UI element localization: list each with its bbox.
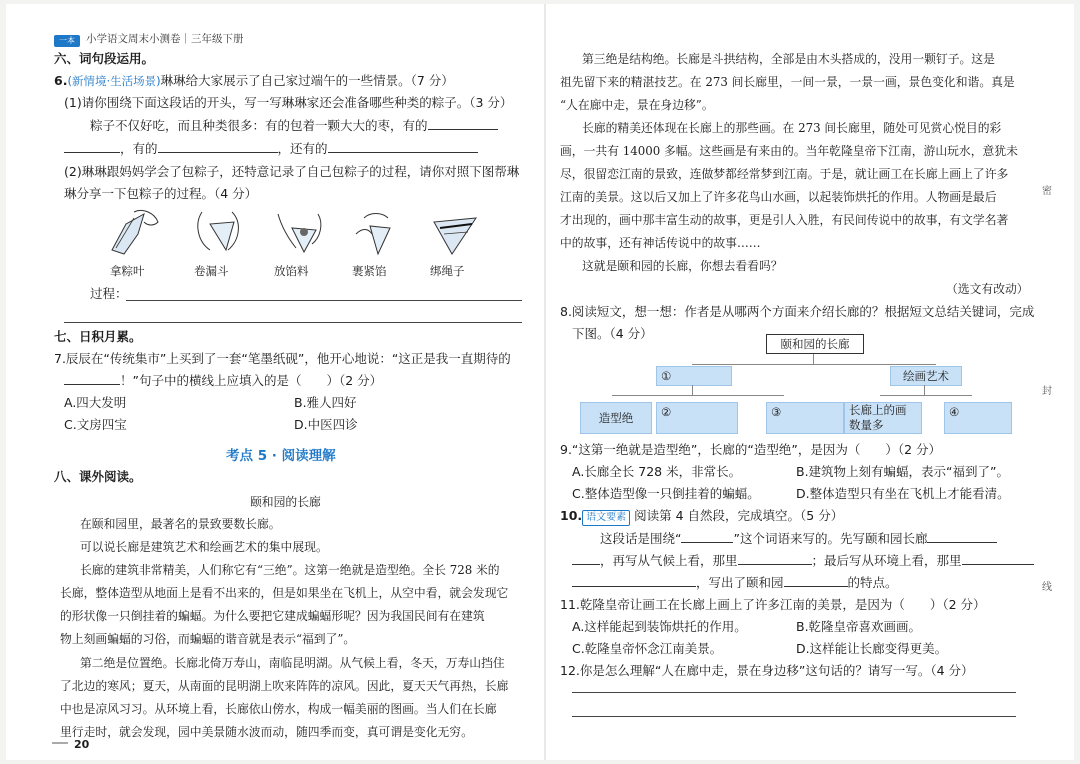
section-8-title: 八、课外阅读。 bbox=[54, 469, 142, 484]
passage-line: 了北边的寒风；夏天，从南面的昆明湖上吹来阵阵的凉风。因此，夏天天气再热，长廊 bbox=[60, 679, 509, 693]
passage-line: 长廊，整体造型从地面上是看不出来的，但是如果坐在飞机上，从空中看，就会发现它 bbox=[60, 586, 509, 600]
q6-part2-b: 琳分享一下包粽子的过程。（4 分） bbox=[64, 186, 258, 201]
answer-line[interactable] bbox=[64, 322, 522, 323]
answer-blank[interactable] bbox=[328, 138, 478, 153]
q6-part1-line1 bbox=[90, 115, 498, 137]
step-caption: 卷漏斗 bbox=[194, 264, 229, 278]
passage-line: 中的故事，还有神话传说中的故事…… bbox=[560, 236, 761, 250]
answer-blank[interactable] bbox=[158, 138, 278, 153]
page-number: 20 bbox=[74, 738, 90, 751]
answer-line[interactable] bbox=[572, 716, 1016, 717]
answer-blank[interactable] bbox=[681, 528, 733, 543]
answer-line[interactable] bbox=[126, 300, 522, 301]
passage-line: 这就是颐和园的长廊，你想去看看吗？ bbox=[582, 259, 783, 273]
tree-leaf[interactable]: ③ bbox=[766, 402, 844, 434]
q9-option[interactable]: C.整体造型像一只倒挂着的蝙蝠。 bbox=[572, 486, 760, 501]
tree-leaf[interactable]: ② bbox=[656, 402, 738, 434]
step-filling-illustration bbox=[268, 204, 330, 260]
q8-stem-a: 8.阅读短文，想一想：作者是从哪两个方面来介绍长廊的？根据短文总结关键词，完成 bbox=[560, 304, 1035, 319]
tree-leaf[interactable]: ④ bbox=[944, 402, 1012, 434]
step-funnel-illustration bbox=[188, 204, 250, 260]
step-caption: 裹紧馅 bbox=[352, 264, 387, 278]
q11-option[interactable]: D.这样能让长廊变得更美。 bbox=[796, 641, 948, 656]
tree-edge bbox=[692, 385, 693, 395]
q10-text: ，写出了颐和园 bbox=[696, 575, 784, 590]
header-title: 小学语文周末小测卷｜三年级下册 bbox=[86, 33, 244, 45]
passage-line: 可以说长廊是建筑艺术和绘画艺术的集中展现。 bbox=[80, 540, 328, 554]
step-tie-illustration bbox=[424, 204, 486, 260]
q9-stem: 9.“这第一绝就是造型绝”，长廊的“造型绝”，是因为（ ）（2 分） bbox=[560, 442, 942, 457]
tree-leaf-text: 长廊上的画 bbox=[849, 403, 907, 417]
q6-number: 6. bbox=[54, 73, 68, 88]
q11-option[interactable]: C.乾隆皇帝怀念江南美景。 bbox=[572, 641, 723, 656]
q7-option[interactable]: C.文房四宝 bbox=[64, 417, 127, 432]
q6-text: 琳琳给大家展示了自己家过端午的一些情景。（7 分） bbox=[160, 73, 454, 88]
page-arrow-icon bbox=[52, 742, 68, 744]
page-fold bbox=[544, 4, 546, 760]
answer-blank[interactable] bbox=[64, 138, 120, 153]
q10-line3 bbox=[572, 572, 898, 594]
passage-line: 第二绝是位置绝。长廊北倚万寿山，南临昆明湖。从气候上看，冬天，万寿山挡住 bbox=[80, 656, 505, 670]
kaodian-title: 考点 5 · 阅读理解 bbox=[226, 448, 336, 464]
tree-edge bbox=[692, 364, 936, 365]
passage-line: 长廊的建筑非常精美，人们称它有“三绝”。这第一绝就是造型绝。全长 728 米的 bbox=[80, 563, 500, 577]
q11-option[interactable]: A.这样能起到装饰烘托的作用。 bbox=[572, 619, 747, 634]
passage-line: 才出现的，画中那丰富生动的故事，更是引人入胜，有民间传说中的故事，有文学名著 bbox=[560, 213, 1009, 227]
source-note: （选文有改动） bbox=[946, 282, 1029, 296]
passage-line: 长廊的精美还体现在长廊上的那些画。在 273 间长廊里，随处可见赏心悦目的彩 bbox=[582, 121, 1002, 135]
passage-line: 祖先留下来的精湛技艺。在 273 间长廊里，一间一景，一景一画，景色变化和谐。真是 bbox=[560, 75, 1015, 89]
passage-title: 颐和园的长廊 bbox=[250, 495, 321, 509]
passage-line: 江南的美景。这以后又加上了许多花鸟山水画，以起装饰烘托的作用。人物画是最后 bbox=[560, 190, 997, 204]
q7-stem-text: ！”句子中的横线上应填入的是（ ）（2 分） bbox=[120, 373, 383, 388]
q6-part1-text-a: 粽子不仅好吃，而且种类很多：有的包着一颗大大的枣，有的 bbox=[90, 118, 428, 133]
tree-leaf-text: 数量多 bbox=[849, 418, 884, 432]
passage-line: 尽，很留恋江南的景致，连做梦都经常梦到江南。于是，就让画工在长廊上画上了许多 bbox=[560, 167, 1009, 181]
q10-text: ”这个词语来写的。先写颐和园长廊 bbox=[733, 531, 928, 546]
q6-tag: (新情境·生活场景) bbox=[67, 74, 161, 88]
q7-option[interactable]: A.四大发明 bbox=[64, 395, 127, 410]
q10-text: 阅读第 4 自然段，完成填空。（5 分） bbox=[634, 508, 844, 523]
tree-edge bbox=[612, 395, 784, 396]
exam-sheet bbox=[6, 4, 1074, 760]
q7-option[interactable]: B.雅人四好 bbox=[294, 395, 357, 410]
q6-part1-text-c: ，还有的 bbox=[277, 141, 328, 156]
q10-line1 bbox=[600, 528, 997, 550]
q7-stem-a: 7.辰辰在“传统集市”上买到了一套“笔墨纸砚”，他开心地说：“这正是我一直期待的 bbox=[54, 351, 511, 366]
seal-mark: 封 bbox=[1042, 386, 1052, 397]
q10-number: 10. bbox=[560, 508, 583, 523]
q6-part1-text-b: ，有的 bbox=[120, 141, 158, 156]
q6-part1: (1)请你围绕下面这段话的开头，写一写琳琳家还会准备哪些种类的粽子。（3 分） bbox=[64, 95, 513, 110]
q10-text: 这段话是围绕“ bbox=[600, 531, 682, 546]
answer-blank[interactable] bbox=[927, 528, 997, 543]
q10-text: 的特点。 bbox=[847, 575, 898, 590]
q9-option[interactable]: D.整体造型只有坐在飞机上才能看清。 bbox=[796, 486, 1010, 501]
q7-option[interactable]: D.中医四诊 bbox=[294, 417, 358, 432]
step-caption: 放馅料 bbox=[274, 264, 309, 278]
step-caption: 拿粽叶 bbox=[110, 264, 145, 278]
tree-leaf bbox=[844, 402, 922, 434]
answer-blank[interactable] bbox=[64, 370, 120, 385]
tree-edge bbox=[813, 354, 814, 364]
tree-edge bbox=[924, 385, 925, 395]
tree-node-1[interactable]: ① bbox=[656, 366, 732, 386]
step-leaf-illustration bbox=[104, 204, 166, 260]
answer-blank[interactable] bbox=[572, 572, 696, 587]
passage-line: 画，一共有 14000 多幅。这些画是有来由的。当年乾隆皇帝下江南，游山玩水，意犹未 bbox=[560, 144, 1018, 158]
passage-line: 中也是凉风习习。从环境上看，长廊依山傍水，构成一幅美丽的图画。当人们在长廊 bbox=[60, 702, 497, 716]
q10-stem bbox=[560, 505, 843, 527]
passage-line: 里行走时，就会发现，园中美景随水波而动，随四季而变，真可谓是变化无穷。 bbox=[60, 725, 473, 739]
q9-option[interactable]: B.建筑物上刻有蝙蝠，表示“福到了”。 bbox=[796, 464, 1010, 479]
answer-blank[interactable] bbox=[428, 115, 498, 130]
tree-edge bbox=[880, 395, 972, 396]
answer-blank[interactable] bbox=[738, 550, 812, 565]
q6-part1-line2 bbox=[64, 138, 478, 160]
process-label: 过程： bbox=[90, 286, 128, 301]
tree-root: 颐和园的长廊 bbox=[766, 334, 864, 354]
passage-line: 的形状像一只倒挂着的蝙蝠。为什么要把它建成蝙蝠形呢？因为我国民间有在建筑 bbox=[60, 609, 485, 623]
q10-text: ，再写从气候上看，那里 bbox=[600, 553, 738, 568]
section-6-title: 六、词句段运用。 bbox=[54, 51, 155, 66]
q7-stem-b bbox=[64, 370, 382, 392]
answer-blank[interactable] bbox=[962, 550, 1034, 565]
q11-option[interactable]: B.乾隆皇帝喜欢画画。 bbox=[796, 619, 922, 634]
q10-text: ；最后写从环境上看，那里 bbox=[811, 553, 962, 568]
tree-node-2: 绘画艺术 bbox=[890, 366, 962, 386]
q10-line2 bbox=[572, 550, 1034, 572]
passage-line: 物上刻画蝙蝠的习俗，而蝙蝠的谐音就是表示“福到了”。 bbox=[60, 632, 356, 646]
q11-stem: 11.乾隆皇帝让画工在长廊上画上了许多江南的美景，是因为（ ）（2 分） bbox=[560, 597, 986, 612]
answer-blank[interactable] bbox=[784, 572, 848, 587]
tree-leaf: 造型绝 bbox=[580, 402, 652, 434]
step-caption: 绑绳子 bbox=[430, 264, 465, 278]
seal-mark: 线 bbox=[1042, 582, 1052, 593]
q8-stem-b: 下图。（4 分） bbox=[572, 326, 653, 341]
q10-tag: 语文要素 bbox=[582, 510, 630, 526]
passage-line: “人在廊中走，景在身边移”。 bbox=[560, 98, 714, 112]
step-wrap-illustration bbox=[348, 204, 410, 260]
q6-part2-a: (2)琳琳跟妈妈学会了包粽子，还特意记录了自己包粽子的过程，请你对照下图帮琳 bbox=[64, 164, 520, 179]
brand-logo: 一本 bbox=[54, 35, 80, 47]
answer-line[interactable] bbox=[572, 692, 1016, 693]
passage-line: 在颐和园里，最著名的景致要数长廊。 bbox=[80, 517, 281, 531]
q9-option[interactable]: A.长廊全长 728 米，非常长。 bbox=[572, 464, 742, 479]
q6-stem bbox=[54, 70, 454, 92]
passage-line: 第三绝是结构绝。长廊是斗拱结构，全部是由木头搭成的，没用一颗钉子。这是 bbox=[582, 52, 995, 66]
answer-blank[interactable] bbox=[572, 550, 600, 565]
q12-stem: 12.你是怎么理解“人在廊中走，景在身边移”这句话的？请写一写。（4 分） bbox=[560, 663, 974, 678]
seal-mark: 密 bbox=[1042, 186, 1052, 197]
section-7-title: 七、日积月累。 bbox=[54, 329, 142, 344]
